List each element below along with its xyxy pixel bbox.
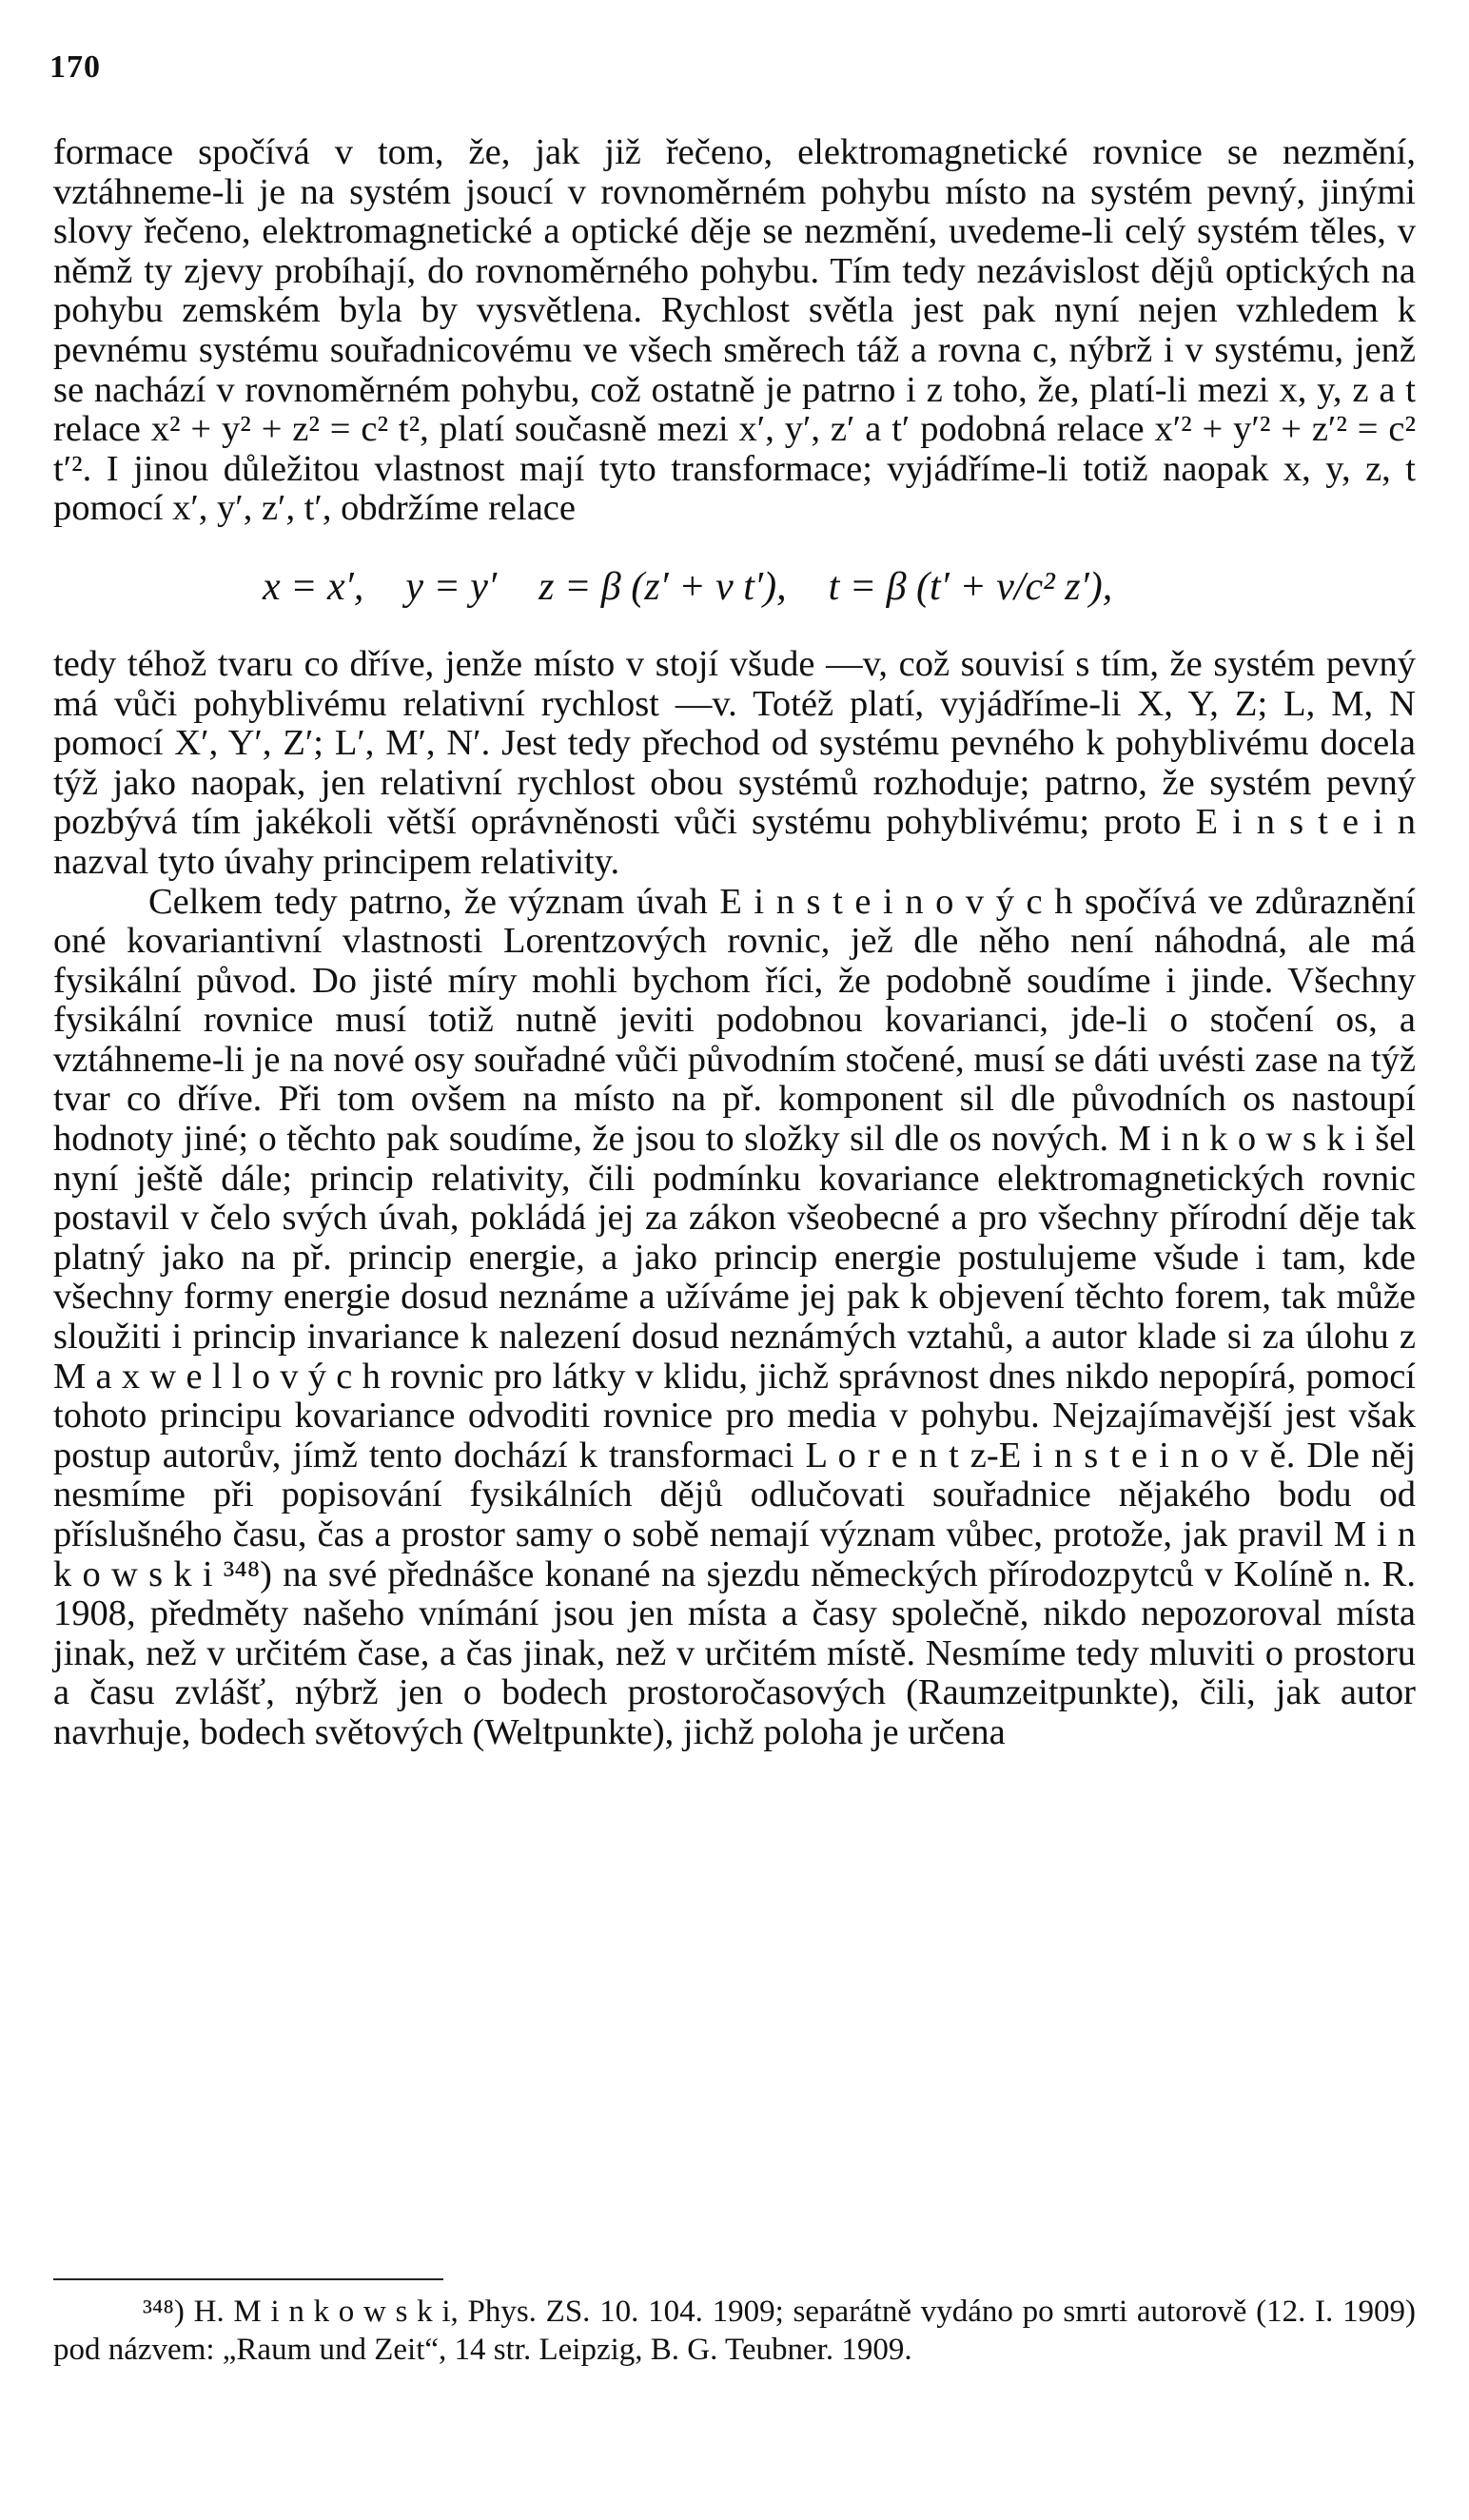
footnote-divider (53, 2278, 443, 2280)
lorentz-inverse-equation (53, 544, 1416, 632)
page-number: 170 (49, 49, 101, 85)
body-text (53, 133, 1416, 1753)
paragraph-relativity: tedy téhož tvaru co dříve, jenže místo v stojí všude —v, což souvisí s tím, že systém pevný má vůči pohyblivému relativní rychlost —v. Totéž platí, vyjádříme-li X, Y, Z; L, M, N pomocí X′, Y′, Z′; L′, M′, N′. Jest tedy přechod od systému pevného k pohyblivému docela týž jako naopak, jen relativní rychlost obou systémů rozhoduje; patrno, že systém pevný pozbývá tím jakékoli větší oprávněnosti vůči systému pohyblivému; proto E i n s t e i n nazval tyto úvahy principem relativity. (53, 643, 1416, 882)
equation-z: z = β (z′ + v t′), (539, 565, 787, 610)
footnote-348: ³⁴⁸) H. M i n k o w s k i, Phys. ZS. 10. 104. 1909; separátně vydáno po smrti autorově (12. I. 1909) pod názvem: „Raum und Zeit“, 14 str. Leipzig, B. G. Teubner. 1909. (53, 2295, 1416, 2367)
equation-t: t = β (t′ + v/c² z′), (828, 565, 1113, 610)
paragraph-transformation: formace spočívá v tom, že, jak již řečeno, elektromagnetické rovnice se nezmění, vztáhneme-li je na systém jsoucí v rovnoměrném pohybu místo na systém pevný, jinými slovy řečeno, elektromagnetické a optické děje se nezmění, uvedeme-li celý systém těles, v němž ty zjevy probíhají, do rovnoměrného pohybu. Tím tedy nezávislost dějů optických na pohybu zemském byla by vysvětlena. Rychlost světla jest pak nyní nejen vzhledem k pevnému systému souřadnicovému ve všech směrech táž a rovna c, nýbrž i v systému, jenž se nachází v rovnoměrném pohybu, což ostatně je patrno i z toho, že, platí-li mezi x, y, z a t relace x² + y² + z² = c² t², platí současně mezi x′, y′, z′ a t′ podobná relace x′² + y′² + z′² = c² t′². I jinou důležitou vlastnost mají tyto transformace; vyjádříme-li totiž naopak x, y, z, t pomocí x′, y′, z′, t′, obdržíme relace (53, 132, 1416, 529)
footnote (53, 2293, 1416, 2369)
equation-x: x = x′, (263, 565, 364, 610)
equation-y: y = y′ (405, 565, 498, 610)
paragraph-minkowski: Celkem tedy patrno, že význam úvah E i n s t e i n o v ý c h spočívá ve zdůraznění oné kovariantivní vlastnosti Lorentzových rovnic, jež dle něho není náhodná, ale má fysikální původ. Do jisté míry mohli bychom říci, že podobně soudíme i jinde. Všechny fysikální rovnice musí totiž nutně jeviti podobnou kovarianci, jde-li o stočení os, a vztáhneme-li je na nové osy souřadné vůči původním stočené, musí se dáti uvésti zase na týž tvar co dříve. Při tom ovšem na místo na př. komponent sil dle původních os nastoupí hodnoty jiné; o těchto pak soudíme, že jsou to složky sil dle os nových. M i n k o w s k i šel nyní ještě dále; princip relativity, čili podmínku kovariance elektromagnetických rovnic postavil v čelo svých úvah, pokládá jej za zákon všeobecné a pro všechny přírodní děje tak platný jako na př. princip energie, a jako princip energie postulujeme všude i tam, kde všechny formy energie dosud neznáme a užíváme jej pak k objevení těchto forem, tak může sloužiti i princip invariance k nalezení dosud neznámých vztahů, a autor klade si za úlohu z M a x w e l l o v ý c h rovnic pro látky v klidu, jichž správnost dnes nikdo nepopírá, pomocí tohoto principu kovariance odvoditi rovnice pro media v pohybu. Nejzajímavější jest však postup autorův, jímž tento dochází k transformaci L o r e n t z-E i n s t e i n o v ě. Dle něj nesmíme při popisování fysikálních dějů odlučovati souřadnice nějakého bodu od příslušného času, čas a prostor samy o sobě nemají význam vůbec, protože, jak pravil M i n k o w s k i ³⁴⁸) na své přednášce konané na sjezdu německých přírodozpytců v Kolíně n. R. 1908, předměty našeho vnímání jsou jen místa a časy společně, nikdo nepozoroval místa jinak, než v určitém čase, a čas jinak, než v určitém místě. Nesmíme tedy mluviti o prostoru a času zvlášť, nýbrž jen o bodech prostoročasových (Raumzeitpunkte), čili, jak autor navrhuje, bodech světových (Weltpunkte), jichž poloha je určena (53, 881, 1416, 1752)
